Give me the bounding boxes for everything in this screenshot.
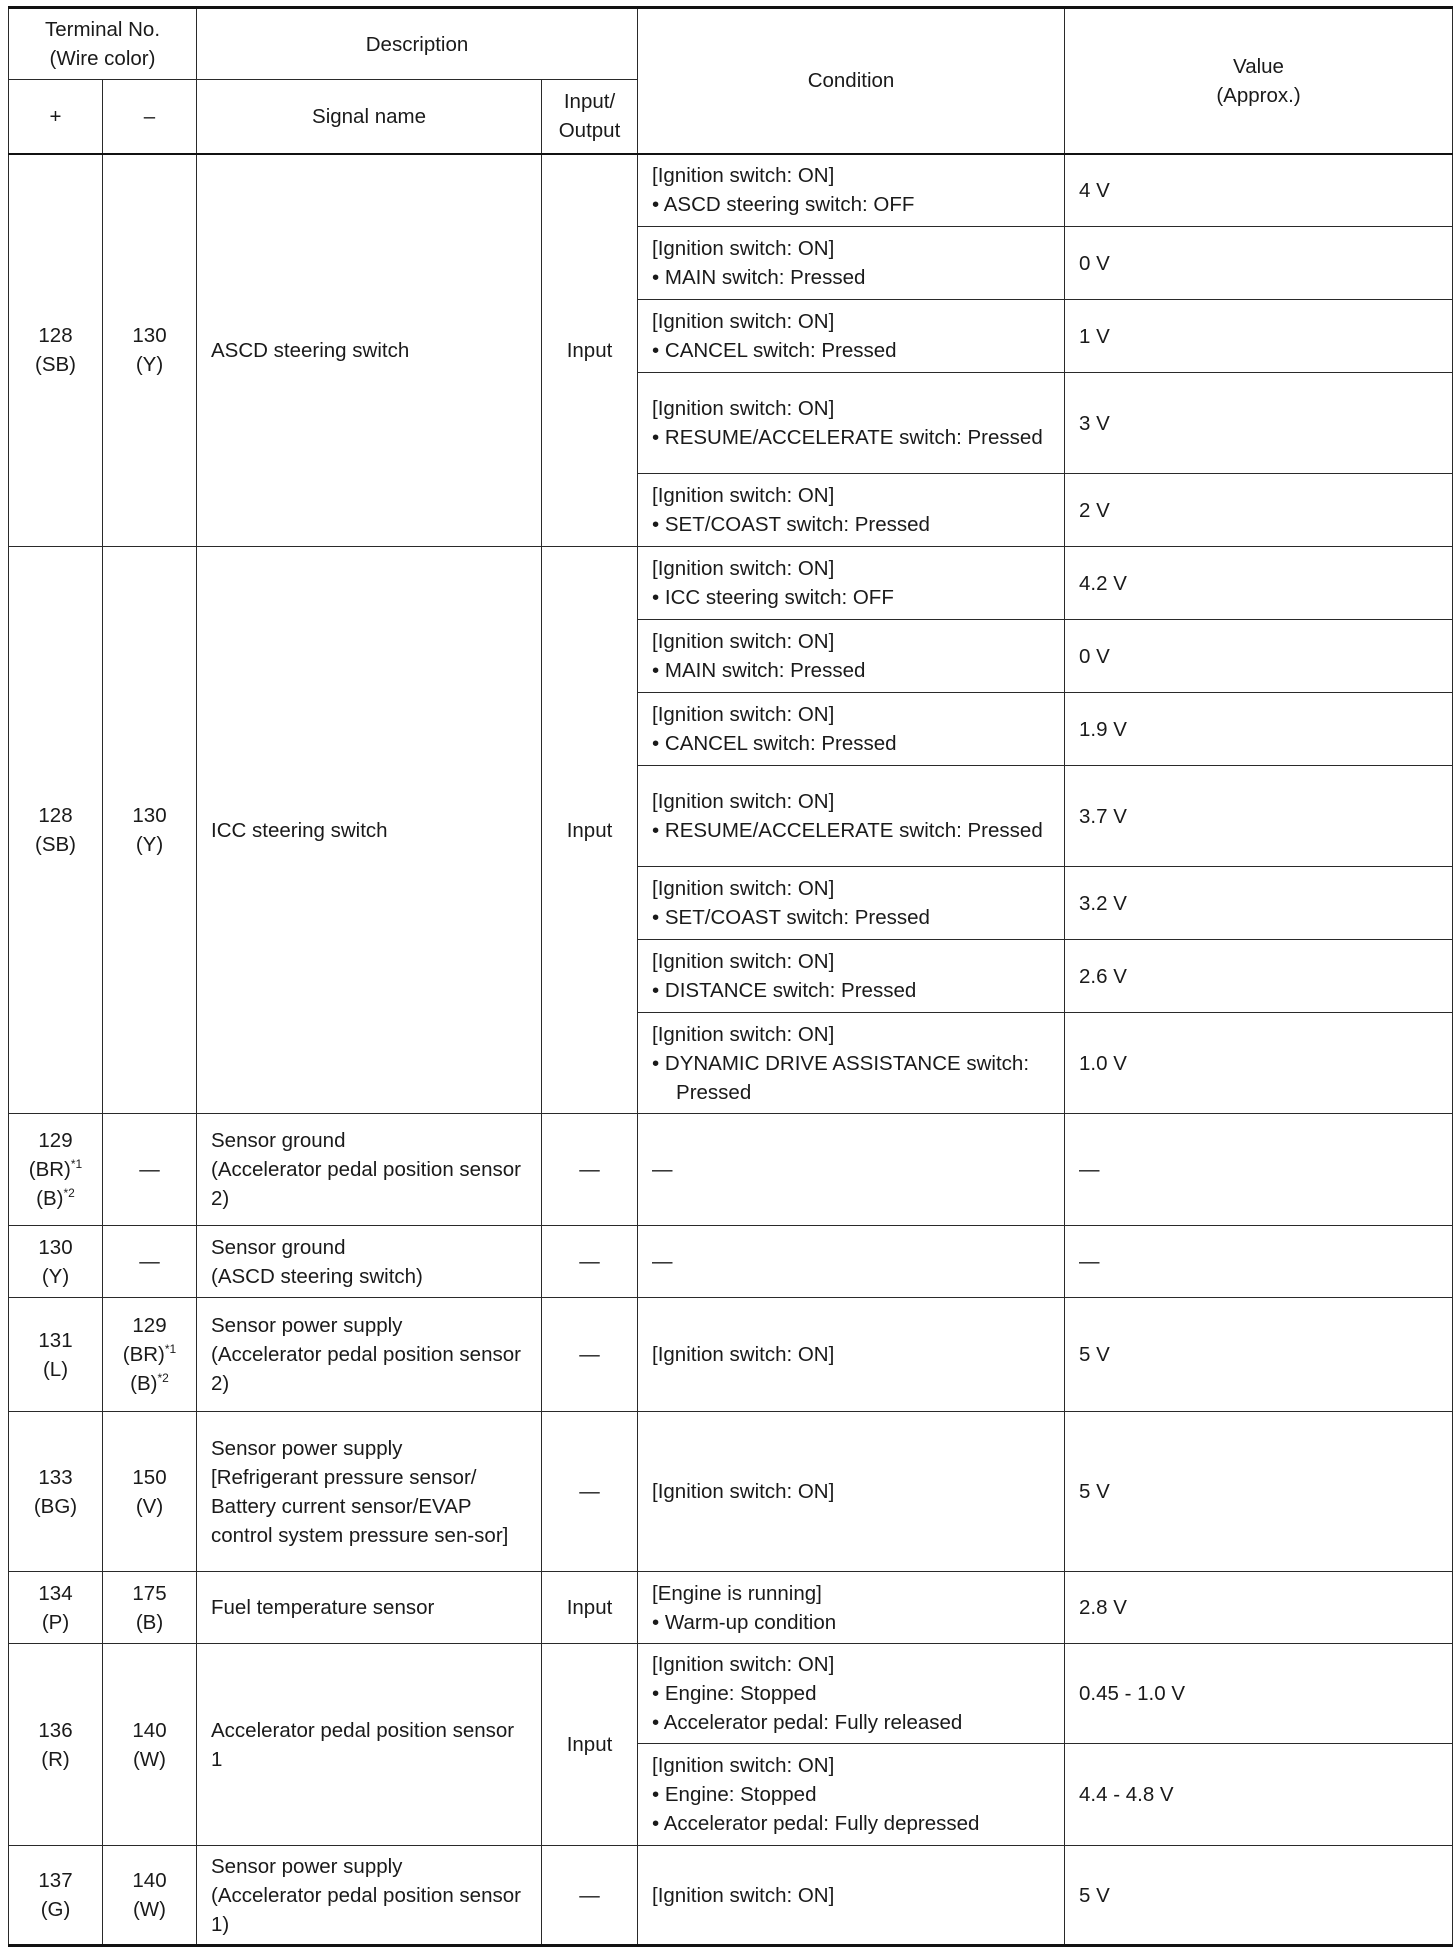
io-value: Input xyxy=(542,154,638,547)
condition-cell: [Ignition switch: ON] • Engine: Stopped • Accelerator pedal: Fully released xyxy=(638,1644,1065,1744)
minus-terminal: 140 (W) xyxy=(103,1846,197,1946)
condition-cell: [Ignition switch: ON] • MAIN switch: Pressed xyxy=(638,227,1065,300)
condition-cell: [Ignition switch: ON] • DYNAMIC DRIVE ASSISTANCE switch: Pressed xyxy=(638,1013,1065,1114)
signal-name: ASCD steering switch xyxy=(197,154,542,547)
value-cell: — xyxy=(1065,1114,1453,1226)
value-cell: 1.9 V xyxy=(1065,693,1453,766)
minus-terminal: 150 (V) xyxy=(103,1412,197,1572)
value-cell: 1 V xyxy=(1065,300,1453,373)
io-value: — xyxy=(542,1846,638,1946)
plus-terminal: 137 (G) xyxy=(9,1846,103,1946)
condition-cell: [Ignition switch: ON] xyxy=(638,1298,1065,1412)
plus-terminal: 129 (BR)$^{*1}$ $(B)^{*2}$ xyxy=(9,1114,103,1226)
plus-terminal: 128 (SB) xyxy=(9,547,103,1114)
value-cell: 3.7 V xyxy=(1065,766,1453,867)
signal-name: Sensor ground (ASCD steering switch) xyxy=(197,1226,542,1298)
plus-terminal: 136 (R) xyxy=(9,1644,103,1846)
condition-cell: [Ignition switch: ON] • ASCD steering switch: OFF xyxy=(638,154,1065,227)
condition-cell: [Ignition switch: ON] • SET/COAST switch: Pressed xyxy=(638,867,1065,940)
value-cell: 4 V xyxy=(1065,154,1453,227)
value-header: Value (Approx.) xyxy=(1065,8,1453,154)
value-cell: 3 V xyxy=(1065,373,1453,474)
table-row xyxy=(9,1114,1453,1226)
condition-cell: [Ignition switch: ON] • RESUME/ACCELERATE switch: Pressed xyxy=(638,766,1065,867)
value-cell: 3.2 V xyxy=(1065,867,1453,940)
signal-name: Fuel temperature sensor xyxy=(197,1572,542,1644)
condition-header: Condition xyxy=(638,8,1065,154)
plus-terminal: 133 (BG) xyxy=(9,1412,103,1572)
io-value: — xyxy=(542,1114,638,1226)
io-header: Input/ Output xyxy=(542,80,638,154)
condition-cell: [Ignition switch: ON] • SET/COAST switch: Pressed xyxy=(638,474,1065,547)
minus-terminal: 140 (W) xyxy=(103,1644,197,1846)
plus-terminal: 128 (SB) xyxy=(9,154,103,547)
condition-cell: — xyxy=(638,1226,1065,1298)
condition-cell: [Ignition switch: ON] • RESUME/ACCELERATE switch: Pressed xyxy=(638,373,1065,474)
value-cell: 4.2 V xyxy=(1065,547,1453,620)
io-value: Input xyxy=(542,1572,638,1644)
value-cell: 0 V xyxy=(1065,620,1453,693)
value-cell: 5 V xyxy=(1065,1412,1453,1572)
condition-cell: [Ignition switch: ON] • Engine: Stopped • Accelerator pedal: Fully depressed xyxy=(638,1744,1065,1846)
table-row xyxy=(9,1298,1453,1412)
signal-name: Accelerator pedal position sensor 1 xyxy=(197,1644,542,1846)
condition-cell: [Ignition switch: ON] • CANCEL switch: Pressed xyxy=(638,300,1065,373)
condition-cell: [Ignition switch: ON] • MAIN switch: Pressed xyxy=(638,620,1065,693)
value-cell: 4.4 - 4.8 V xyxy=(1065,1744,1453,1846)
minus-header: – xyxy=(103,80,197,154)
io-value: — xyxy=(542,1226,638,1298)
value-cell: 5 V xyxy=(1065,1298,1453,1412)
condition-cell: [Ignition switch: ON] • DISTANCE switch: Pressed xyxy=(638,940,1065,1013)
signal-name: Sensor power supply (Accelerator pedal position sensor 1) xyxy=(197,1846,542,1946)
value-cell: 2.8 V xyxy=(1065,1572,1453,1644)
value-cell: 2.6 V xyxy=(1065,940,1453,1013)
minus-terminal: — xyxy=(103,1114,197,1226)
table-row xyxy=(9,1846,1453,1946)
plus-terminal: 131 (L) xyxy=(9,1298,103,1412)
condition-cell: [Ignition switch: ON] xyxy=(638,1846,1065,1946)
terminal-table xyxy=(8,6,1453,1947)
io-value: — xyxy=(542,1298,638,1412)
value-cell: 1.0 V xyxy=(1065,1013,1453,1114)
condition-cell: [Ignition switch: ON] • CANCEL switch: Pressed xyxy=(638,693,1065,766)
io-value: Input xyxy=(542,547,638,1114)
minus-terminal: 129 (BR)$^{*1}$ $(B)^{*2}$ xyxy=(103,1298,197,1412)
io-value: — xyxy=(542,1412,638,1572)
minus-terminal: 130 (Y) xyxy=(103,547,197,1114)
value-cell: 2 V xyxy=(1065,474,1453,547)
minus-terminal: 175 (B) xyxy=(103,1572,197,1644)
condition-cell: [Ignition switch: ON] xyxy=(638,1412,1065,1572)
table-row xyxy=(9,1644,1453,1744)
plus-header: + xyxy=(9,80,103,154)
table-row xyxy=(9,1412,1453,1572)
plus-terminal: 130 (Y) xyxy=(9,1226,103,1298)
description-header: Description xyxy=(197,8,638,80)
minus-terminal: 130 (Y) xyxy=(103,154,197,547)
signal-name: Sensor power supply (Accelerator pedal position sensor 2) xyxy=(197,1298,542,1412)
signal-name: Sensor power supply [Refrigerant pressure sensor/ Battery current sensor/EVAP control system pressure sen-sor] xyxy=(197,1412,542,1572)
signal-name-header: Signal name xyxy=(197,80,542,154)
condition-cell: [Ignition switch: ON] • ICC steering switch: OFF xyxy=(638,547,1065,620)
table-row xyxy=(9,154,1453,227)
table-row xyxy=(9,1572,1453,1644)
terminal-header: Terminal No. (Wire color) xyxy=(9,8,197,80)
value-cell: 0.45 - 1.0 V xyxy=(1065,1644,1453,1744)
value-cell: 5 V xyxy=(1065,1846,1453,1946)
plus-terminal: 134 (P) xyxy=(9,1572,103,1644)
value-cell: — xyxy=(1065,1226,1453,1298)
value-cell: 0 V xyxy=(1065,227,1453,300)
signal-name: Sensor ground (Accelerator pedal position sensor 2) xyxy=(197,1114,542,1226)
table-row xyxy=(9,547,1453,620)
table-row xyxy=(9,1226,1453,1298)
minus-terminal: — xyxy=(103,1226,197,1298)
signal-name: ICC steering switch xyxy=(197,547,542,1114)
condition-cell: — xyxy=(638,1114,1065,1226)
io-value: Input xyxy=(542,1644,638,1846)
condition-cell: [Engine is running] • Warm-up condition xyxy=(638,1572,1065,1644)
